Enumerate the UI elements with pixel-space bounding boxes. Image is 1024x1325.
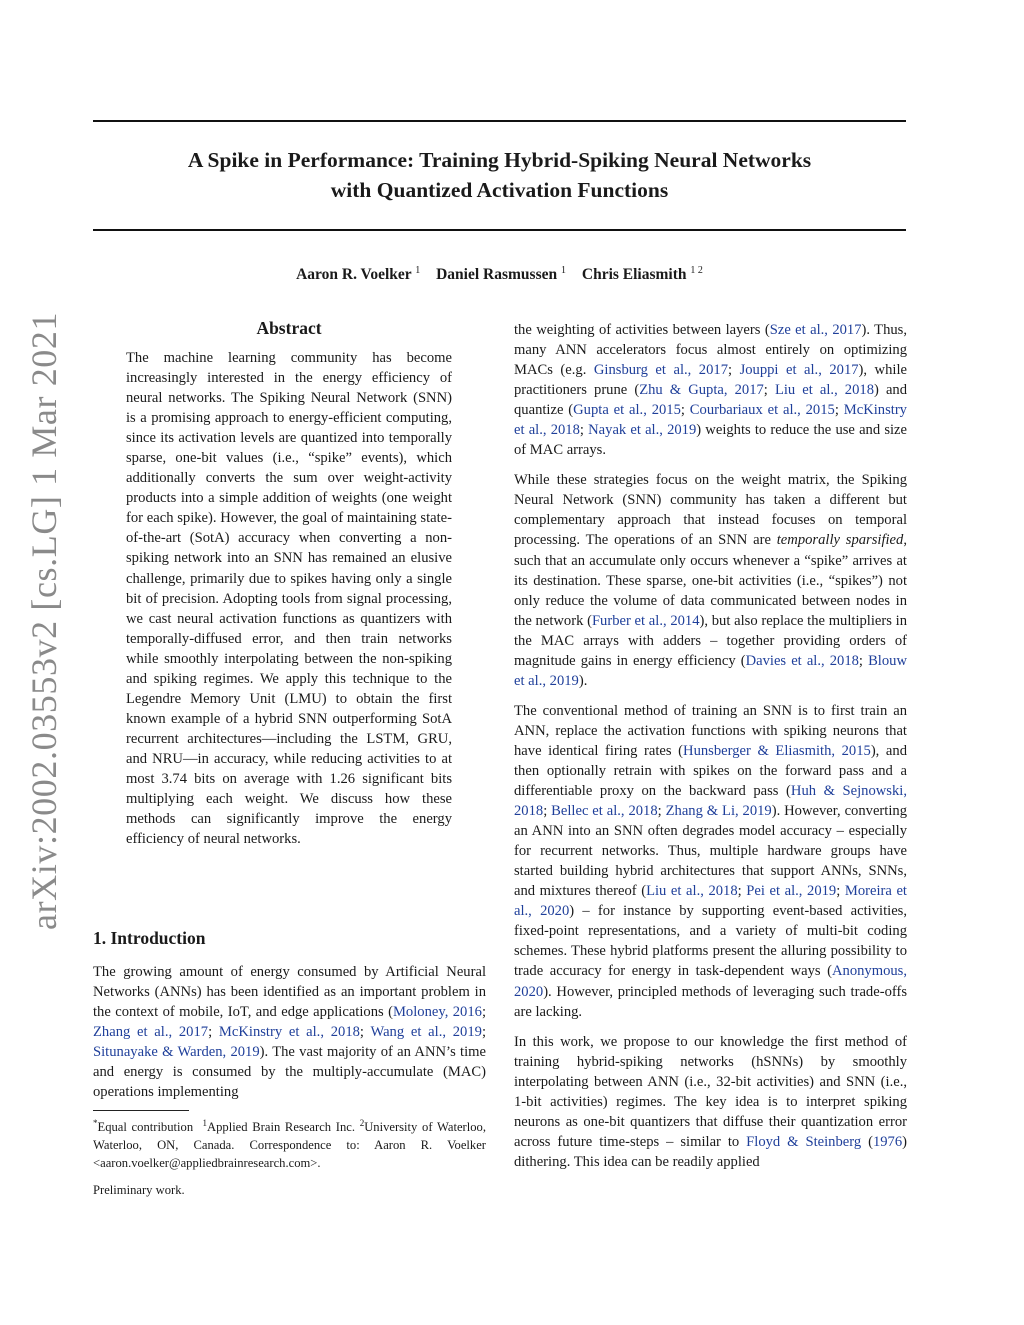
citation-link[interactable]: Sze et al., 2017	[769, 322, 862, 338]
citation-link[interactable]: Jouppi et al., 2017	[739, 362, 859, 379]
citation-link[interactable]: Pei et al., 2019	[746, 883, 837, 900]
author: Aaron R. Voelker $^1$	[296, 265, 421, 284]
citation-link[interactable]: 1976	[872, 1133, 903, 1150]
citation-link[interactable]: Furber et al., 2014	[591, 612, 700, 629]
author: Daniel Rasmussen $^1$	[436, 265, 566, 284]
citation-link[interactable]: Moloney, 2016	[392, 1004, 482, 1021]
citation-link[interactable]: Hunsberger & Eliasmith, 2015	[683, 742, 871, 759]
citation-link[interactable]: Wang et al., 2019	[370, 1024, 482, 1041]
citation-link[interactable]: Zhu & Gupta, 2017	[639, 382, 764, 399]
paper-title	[93, 145, 906, 205]
citation-link[interactable]: Zhang & Li, 2019	[665, 803, 772, 820]
body-paragraph: While these strategies focus on the weight matrix, the Spiking Neural Network (SNN) community has taken a different but complementary approach that instead focuses on temporal processing. The operations of an SNN are temporally sparsified, such that an accumulate only occurs whenever a “spike” arrives at its destination. These sparse, one-bit activities (i.e., “spikes”) not only reduce the volume of data communicated between nodes in the network (Furber et al., 2014), but also replace the multipliers in the MAC arrays with adders – together providing orders of magnitude gains in energy efficiency (Davies et al., 2018; Blouw et al., 2019).	[514, 472, 907, 689]
citation-link[interactable]: McKinstry et al., 2018	[218, 1024, 360, 1041]
abstract-text: The machine learning community has become increasingly interested in the energy efficiency of neural networks. The Spiking Neural Network (SNN) is a promising approach to energy-efficient computing, since its activation levels are quantized into temporally sparse, one-bit values (i.e., “spike” events), which additionally converts the sum over weight-activity products into a simple addition of weights (one weight for each spike). However, the goal of maintaining state-of-the-art (SotA) accuracy when converting a non-spiking network into an SNN has remained an elusive challenge, primarily due to spikes having only a single bit of precision. Adopting tools from signal processing, we cast neural activation functions as quantizers with temporally-diffused error, and then train networks while smoothly interpolating between the non-spiking and spiking regimes. We apply this technique to the Legendre Memory Unit (LMU) to obtain the first known example of a hybrid SNN outperforming SotA recurrent architectures—including the LSTM, GRU, and NRU—in accuracy, while reducing activities to at most 3.74 bits on average with 1.26 significant bits multiplying each weight. We discuss how these methods can significantly improve the energy efficiency of neural networks.	[126, 350, 452, 848]
intro-paragraph-left: The growing amount of energy consumed by Artificial Neural Networks (ANNs) has been identified as an important problem in the context of mobile, IoT, and edge applications (Moloney, 2016; Zhang et al., 2017; McKinstry et al., 2018; Wang et al., 2019; Situnayake & Warden, 2019). The vast majority of an ANN’s time and energy is consumed by the multiply-accumulate (MAC) operations implementing	[93, 964, 486, 1101]
citation-link[interactable]: Situnayake & Warden, 2019	[93, 1044, 260, 1061]
title-line-1: A Spike in Performance: Training Hybrid-Spiking Neural Networks	[187, 148, 812, 172]
body-paragraph: In this work, we propose to our knowledge the first method of training hybrid-spiking networks (hSNNs) by smoothly interpolating between ANN (i.e., 32-bit activities) and SNN (i.e., 1-bit activities) regimes. The key idea is to interpret spiking neurons as one-bit quantizers that diffuse their quantization error across future time-steps – similar to Floyd & Steinberg (1976) dithering. This idea can be readily applied	[514, 1033, 907, 1170]
abstract-heading: Abstract	[256, 318, 322, 338]
preliminary-note: Preliminary work.	[93, 1183, 185, 1197]
citation-link[interactable]: Zhang et al., 2017	[93, 1024, 209, 1041]
author: Chris Eliasmith $^{1 2}$	[581, 265, 703, 284]
citation-link[interactable]: McKinstry et al., 2018	[514, 402, 907, 439]
citation-link[interactable]: Floyd & Steinberg	[746, 1133, 862, 1150]
author-list	[93, 265, 906, 284]
footnote: *Equal contribution $^1$Applied Brain Research Inc. $^2$University of Waterloo, Waterloo, ON, Canada. Correspondence to: Aaron R. Voelker <aaron.voelker@appliedbrainresearch.com>.	[93, 1118, 486, 1171]
citation-link[interactable]: Nayak et al., 2019	[588, 422, 697, 439]
citation-link[interactable]: Anonymous, 2020	[514, 963, 907, 1000]
citation-link[interactable]: Gupta et al., 2015	[573, 402, 681, 419]
section-heading-introduction: 1. Introduction	[93, 928, 206, 948]
citation-link[interactable]: Davies et al., 2018	[745, 652, 859, 669]
footnote-rule	[93, 1110, 189, 1111]
citation-link[interactable]: Bellec et al., 2018	[551, 803, 658, 820]
citation-link[interactable]: Moreira et al., 2020	[514, 883, 907, 920]
right-column	[514, 320, 907, 1182]
arxiv-stamp	[23, 311, 67, 930]
citation-link[interactable]: Liu et al., 2018	[774, 382, 874, 399]
title-rule-bottom	[93, 229, 906, 231]
body-paragraph: the weighting of activities between layers (Sze et al., 2017). Thus, many ANN accelerators focus almost entirely on optimizing MACs (e.g. Ginsburg et al., 2017; Jouppi et al., 2017), while practitioners prune (Zhu & Gupta, 2017; Liu et al., 2018) and quantize (Gupta et al., 2015; Courbariaux et al., 2015; McKinstry et al., 2018; Nayak et al., 2019) weights to reduce the use and size of MAC arrays.	[514, 322, 908, 459]
title-rule-top	[93, 120, 906, 122]
citation-link[interactable]: Courbariaux et al., 2015	[689, 402, 835, 419]
title-line-2: with Quantized Activation Functions	[330, 178, 669, 202]
body-paragraph: The conventional method of training an SNN is to first train an ANN, replace the activation functions with spiking neurons that have identical firing rates (Hunsberger & Eliasmith, 2015), and then optionally retrain with spikes on the forward pass and a differentiable proxy on the backward pass (Huh & Sejnowski, 2018; Bellec et al., 2018; Zhang & Li, 2019). However, converting an ANN into an SNN often degrades model accuracy – especially for recurrent networks. Thus, multiple hardware groups have started building hybrid architectures that support ANNs, SNNs, and mixtures thereof (Liu et al., 2018; Pei et al., 2019; Moreira et al., 2020) – for instance by supporting event-based activities, fixed-point representations, and a variety of multi-bit coding schemes. These hybrid platforms present the alluring possibility to trade accuracy for energy in task-dependent ways (Anonymous, 2020). However, principled methods of leveraging such trade-offs are lacking.	[514, 702, 907, 1020]
citation-link[interactable]: Blouw et al., 2019	[514, 652, 907, 689]
citation-link[interactable]: Huh & Sejnowski, 2018	[514, 783, 907, 820]
citation-link[interactable]: Ginsburg et al., 2017	[593, 362, 728, 379]
arxiv-id: arXiv:2002.03553v2 [cs.LG] 1 Mar 2021	[24, 311, 64, 930]
citation-link[interactable]: Liu et al., 2018	[646, 883, 738, 900]
emphasis: temporally sparsified	[776, 532, 904, 549]
